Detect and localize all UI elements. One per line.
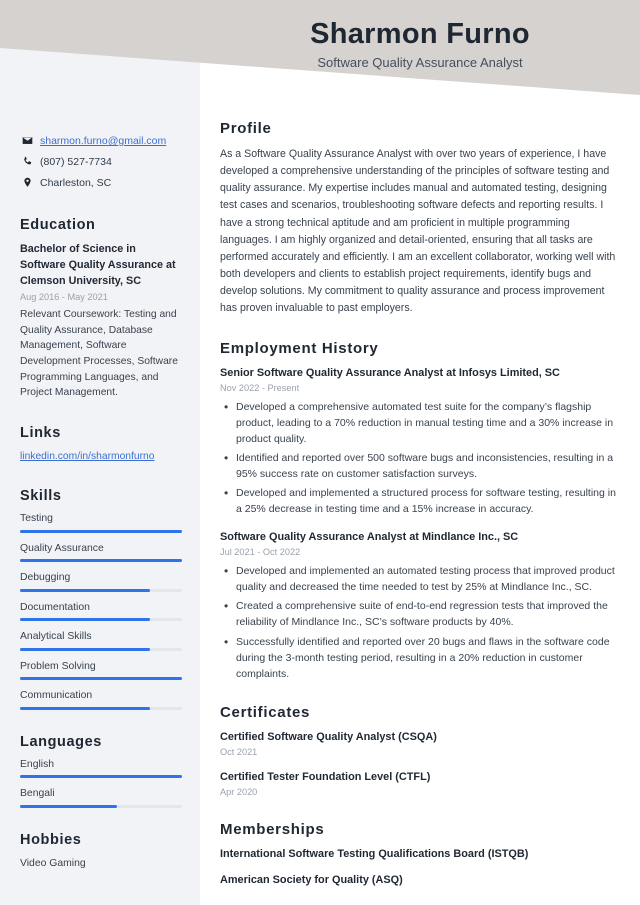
skill-level-fill xyxy=(20,559,182,562)
skill-level-track xyxy=(20,677,182,680)
memberships-heading: Memberships xyxy=(220,821,325,838)
skill-level-track xyxy=(20,618,182,621)
memberships-list xyxy=(220,847,620,889)
certificates-heading: Certificates xyxy=(220,703,311,721)
candidate-name: Sharmon Furno xyxy=(310,18,530,50)
profile-heading: Profile xyxy=(220,120,272,137)
profile-text: As a Software Quality Assurance Analyst with over two years of experience, I have developed a comprehensive understanding of the principles of software testing and quality assurance. My expertise includes manual and automated testing, designing test cases and scenarios, troubleshooting software defects and reporting results. I have a strong technical aptitude and am proficient in multiple programming languages. I am highly organized and detail-oriented, ensuring that all tasks are performed accurately and efficiently. I am an excellent collaborator, working well with both developers and clients to establish project requirements, identify bugs and develop solutions. My commitment to quality assurance and process improvement has proven invaluable to past employers. xyxy=(220,148,616,315)
certificates-section xyxy=(220,704,620,799)
certificate-title: Certified Software Quality Analyst (CSQA) xyxy=(220,730,437,743)
job-entry xyxy=(220,530,620,682)
location-value: Charleston, SC xyxy=(40,177,112,190)
skills-heading: Skills xyxy=(20,488,62,505)
employment-section xyxy=(220,340,620,682)
job-bullet: • Developed and implemented a structured process for software testing, resulting in a 25% decrease in testing time and a 15% increase in accuracy. xyxy=(220,485,620,517)
skill-label: Analytical Skills xyxy=(20,631,92,643)
language-level-fill xyxy=(20,775,182,778)
skill-label: Quality Assurance xyxy=(20,542,104,554)
certificate-date: Oct 2021 xyxy=(220,746,258,757)
skill-item xyxy=(20,689,182,710)
phone-value: (807) 527-7734 xyxy=(40,156,112,169)
job-bullet: • Developed and implemented an automated testing process that improved product quality and decreased the time needed to test by 25% at Mindlance Inc., SC. xyxy=(220,563,620,595)
skill-item xyxy=(20,542,182,563)
languages-heading: Languages xyxy=(20,733,102,750)
skill-level-track xyxy=(20,589,182,592)
contact-row-location xyxy=(20,176,182,190)
hobbies-section xyxy=(20,832,182,872)
skill-level-fill xyxy=(20,589,150,592)
skill-label: Debugging xyxy=(20,572,71,584)
skills-section xyxy=(20,488,182,710)
skill-item xyxy=(20,512,182,533)
membership-item: International Software Testing Qualifications Board (ISTQB) xyxy=(220,848,529,860)
education-date: Aug 2016 - May 2021 xyxy=(20,292,108,303)
job-bullet: • Developed a comprehensive automated test suite for the company’s flagship product, leading to a 70% reduction in manual testing time and a 30% increase in product quality. xyxy=(220,399,620,447)
languages-list xyxy=(20,758,182,808)
location-pin-icon xyxy=(20,176,34,188)
main-content xyxy=(220,120,620,905)
job-date: Jul 2021 - Oct 2022 xyxy=(220,547,301,558)
language-level-track xyxy=(20,805,182,808)
profile-section xyxy=(220,120,620,318)
job-title: Software Quality Assurance Analyst at Mindlance Inc., SC xyxy=(220,531,519,544)
certificates-list xyxy=(220,730,620,799)
skill-level-fill xyxy=(20,618,150,621)
language-item xyxy=(20,758,182,779)
skill-level-track xyxy=(20,559,182,562)
education-description: Relevant Coursework: Testing and Quality Assurance, Database Management, Software Development Processes, Software Programming Languages, and Project Management. xyxy=(20,308,178,399)
contact-row-email xyxy=(20,134,182,148)
certificate-entry xyxy=(220,770,620,799)
certificate-entry xyxy=(220,730,620,759)
languages-section xyxy=(20,734,182,808)
education-heading: Education xyxy=(20,216,96,233)
link-item[interactable]: linkedin.com/in/sharmonfurno xyxy=(20,450,155,462)
contact-list xyxy=(20,134,182,191)
skill-item xyxy=(20,601,182,622)
job-date: Nov 2022 - Present xyxy=(220,382,300,393)
envelope-icon xyxy=(20,134,34,146)
job-title: Senior Software Quality Assurance Analyst at Infosys Limited, SC xyxy=(220,366,560,379)
employment-heading: Employment History xyxy=(220,339,379,357)
skill-level-fill xyxy=(20,648,150,651)
job-bullet-list xyxy=(220,563,620,681)
skill-level-fill xyxy=(20,530,182,533)
sidebar xyxy=(0,110,200,895)
education-section xyxy=(20,217,182,401)
skill-item xyxy=(20,630,182,651)
skill-level-fill xyxy=(20,707,150,710)
hobby-item: Video Gaming xyxy=(20,857,86,869)
skill-item xyxy=(20,571,182,592)
skill-item xyxy=(20,660,182,681)
language-item xyxy=(20,787,182,808)
skill-label: Communication xyxy=(20,690,93,702)
language-level-track xyxy=(20,775,182,778)
skill-label: Testing xyxy=(20,513,53,525)
language-label: Bengali xyxy=(20,788,55,800)
phone-icon xyxy=(20,155,34,167)
candidate-job-title: Software Quality Assurance Analyst xyxy=(317,55,523,71)
skill-level-track xyxy=(20,530,182,533)
job-bullet-list xyxy=(220,399,620,517)
skill-level-fill xyxy=(20,677,182,680)
job-bullet: • Successfully identified and reported over 20 bugs and flaws in the software code during the 3-month testing period, resulting in a 20% reduction in customer complaints. xyxy=(220,634,620,682)
job-bullet: • Identified and reported over 500 software bugs and inconsistencies, resulting in a 95% success rate on customer satisfaction surveys. xyxy=(220,450,620,482)
header xyxy=(200,0,640,95)
skill-label: Documentation xyxy=(20,601,90,613)
links-heading: Links xyxy=(20,424,61,441)
language-label: English xyxy=(20,758,55,770)
skill-label: Problem Solving xyxy=(20,660,96,672)
skills-list xyxy=(20,512,182,710)
skill-level-track xyxy=(20,648,182,651)
email-value[interactable]: sharmon.furno@gmail.com xyxy=(40,135,167,147)
links-section xyxy=(20,425,182,464)
job-bullet: • Created a comprehensive suite of end-to-end regression tests that improved the reliability of Mindlance Inc., SC’s software products by 40%. xyxy=(220,598,620,630)
language-level-fill xyxy=(20,805,117,808)
memberships-section xyxy=(220,821,620,889)
education-degree: Bachelor of Science in Software Quality Assurance at Clemson University, SC xyxy=(20,242,176,287)
hobbies-heading: Hobbies xyxy=(20,831,82,848)
certificate-title: Certified Tester Foundation Level (CTFL) xyxy=(220,770,431,783)
membership-item: American Society for Quality (ASQ) xyxy=(220,874,403,887)
skill-level-track xyxy=(20,707,182,710)
certificate-date: Apr 2020 xyxy=(220,787,258,798)
jobs-list xyxy=(220,366,620,682)
contact-row-phone xyxy=(20,155,182,169)
job-entry xyxy=(220,366,620,518)
